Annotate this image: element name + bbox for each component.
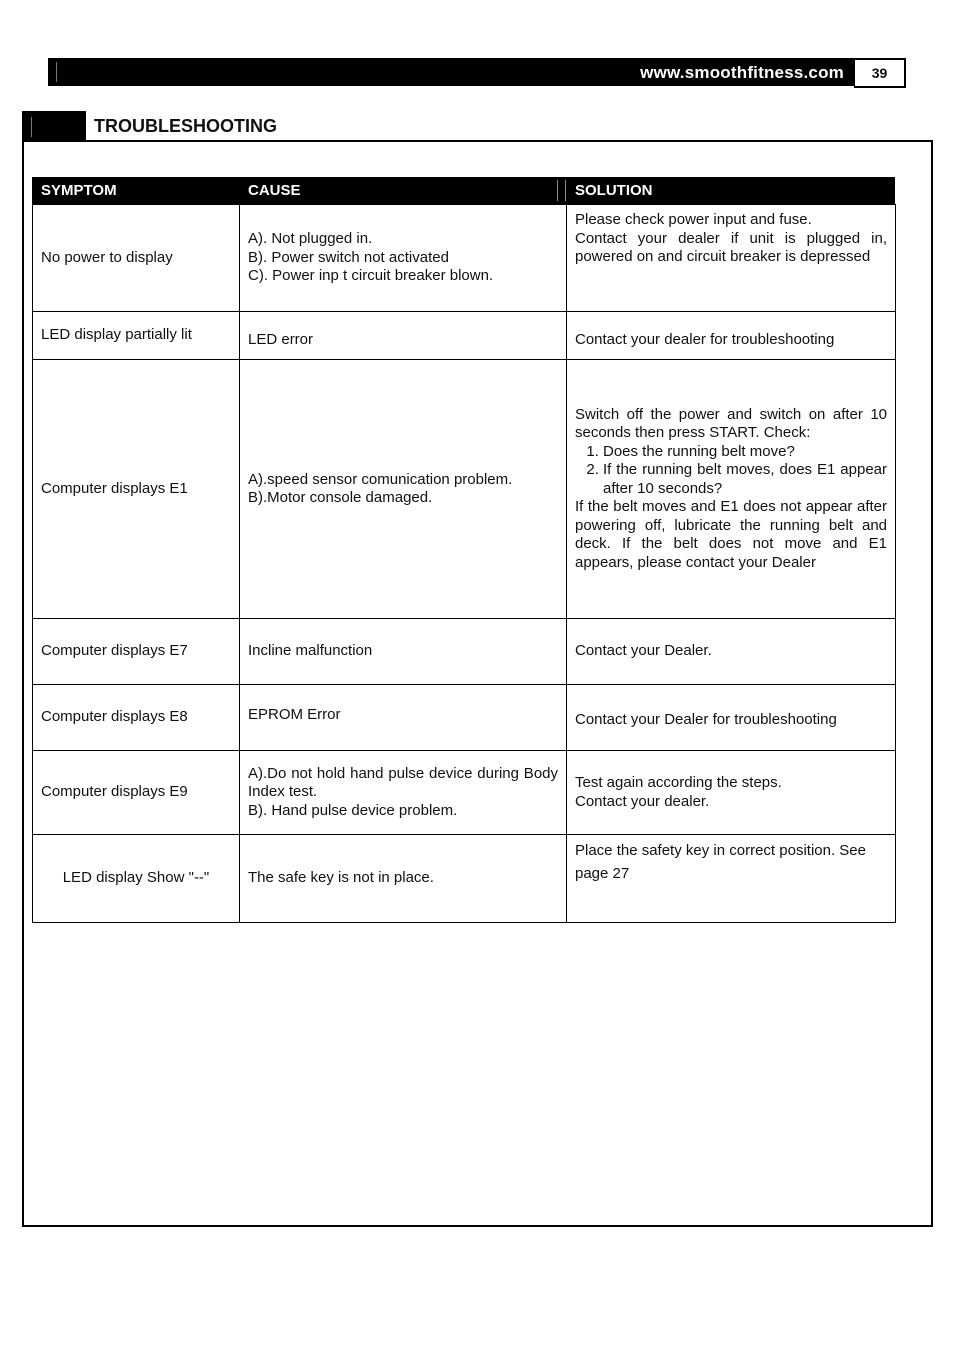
- cause-line: B).Motor console damaged.: [248, 489, 433, 506]
- cause-line: The safe key is not in place.: [248, 869, 434, 887]
- symptom-cell: Computer displays E7: [33, 619, 240, 685]
- symptom-cell: Computer displays E8: [33, 685, 240, 751]
- solution-line: Contact your dealer for troubleshooting: [575, 330, 835, 348]
- solution-line: Contact your Dealer for troubleshooting: [575, 711, 837, 729]
- cause-line: A). Not plugged in.: [248, 230, 373, 248]
- cause-cell: [240, 205, 567, 312]
- header-bar: [48, 58, 854, 86]
- symptom-cell: Computer displays E9: [33, 751, 240, 835]
- header-divider: [56, 62, 57, 82]
- symptom-cell: Computer displays E1: [33, 360, 240, 619]
- cause-cell: [240, 360, 567, 619]
- solution-line: Contact your dealer if unit is plugged in, powered on and circuit breaker is depressed: [575, 229, 887, 265]
- cause-line: C). Power inp t circuit breaker blown.: [248, 267, 494, 285]
- solution-line: Please check power input and fuse.: [575, 211, 812, 228]
- cause-line: B). Power switch not activated: [248, 248, 449, 266]
- solution-cell: [567, 205, 896, 312]
- troubleshooting-table: [32, 204, 896, 923]
- cause-cell: [240, 619, 567, 685]
- cause-line: A).Do not hold hand pulse device during Body Index test.: [248, 764, 558, 801]
- cause-line: EPROM Error: [248, 706, 341, 724]
- solution-line: Test again according the steps.: [575, 774, 782, 791]
- section-marker: [22, 111, 86, 142]
- solution-cell: [567, 685, 896, 751]
- cause-line: LED error: [248, 330, 314, 348]
- section-title: TROUBLESHOOTING: [94, 116, 277, 136]
- solution-step: 2. If the running belt moves, does E1 appear after 10 seconds?: [603, 461, 887, 498]
- solution-intro: Switch off the power and switch on after 10 seconds then press START. Check:: [575, 405, 887, 442]
- cause-cell: [240, 751, 567, 835]
- header-cause: CAUSE: [248, 182, 301, 199]
- solution-step: 1. Does the running belt move?: [603, 443, 887, 462]
- solution-line: Contact your Dealer.: [575, 642, 712, 660]
- symptom-cell: LED display partially lit: [33, 312, 240, 360]
- solution-line: Contact your dealer.: [575, 792, 710, 810]
- header-separator: [565, 180, 566, 201]
- cause-line: Incline malfunction: [248, 642, 373, 660]
- cause-cell: [240, 312, 567, 360]
- solution-cell: [567, 360, 896, 619]
- section-marker-divider: [31, 117, 32, 137]
- website-url: www.smoothfitness.com: [640, 63, 844, 82]
- table-row: [33, 360, 896, 619]
- solution-cell: [567, 751, 896, 835]
- cause-cell: [240, 835, 567, 923]
- page-number: 39: [854, 58, 906, 88]
- symptom-cell: No power to display: [33, 205, 240, 312]
- solution-cell: [567, 835, 896, 923]
- solution-line: Place the safety key in correct position. See page 27: [575, 842, 866, 882]
- table-row: [33, 835, 896, 923]
- solution-outro: If the belt moves and E1 does not appear after powering off, lubricate the running belt and deck. If the belt does not move and E1 appears, please contact your Dealer: [575, 498, 887, 571]
- table-row: [33, 685, 896, 751]
- cause-line: A).speed sensor comunication problem.: [248, 470, 513, 488]
- header-solution: SOLUTION: [575, 182, 653, 199]
- header-symptom: SYMPTOM: [41, 182, 117, 199]
- table-row: [33, 312, 896, 360]
- table-row: [33, 619, 896, 685]
- header-separator: [557, 180, 558, 201]
- solution-cell: [567, 312, 896, 360]
- table-header: [32, 177, 895, 204]
- cause-line: B). Hand pulse device problem.: [248, 801, 458, 819]
- solution-steps-list: [575, 443, 887, 499]
- table-row: [33, 205, 896, 312]
- cause-cell: [240, 685, 567, 751]
- solution-cell: [567, 619, 896, 685]
- symptom-cell: LED display Show "--": [33, 835, 240, 923]
- table-row: [33, 751, 896, 835]
